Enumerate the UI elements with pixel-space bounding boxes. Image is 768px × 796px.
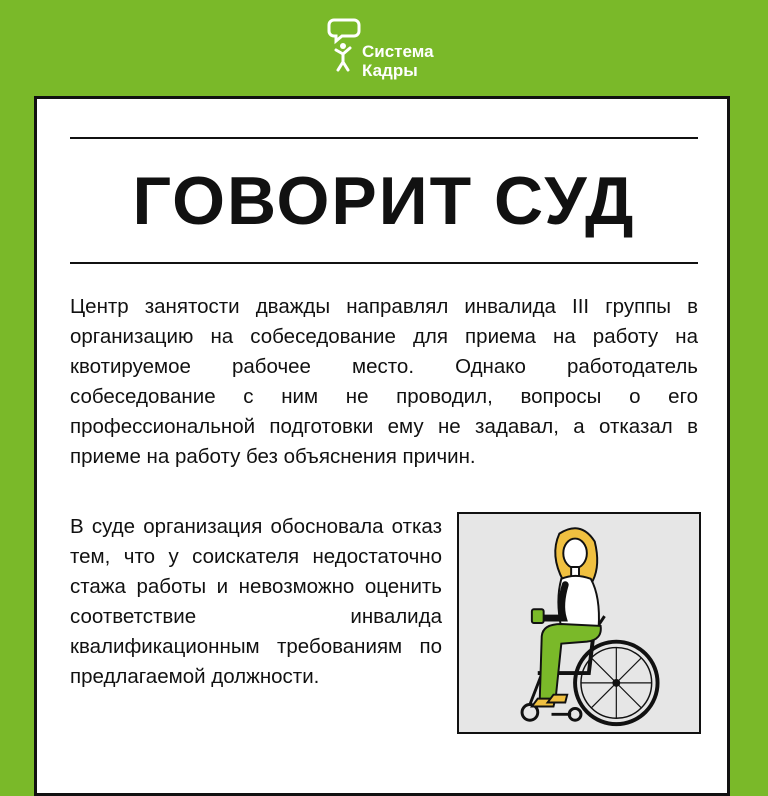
brand-line-2: Кадры	[362, 61, 418, 80]
article-card	[34, 96, 730, 796]
brand-line-1: Система	[362, 42, 434, 61]
bottom-divider	[70, 262, 698, 264]
headline: ГОВОРИТ СУД	[132, 163, 636, 239]
paragraph-2: В суде организация обосновала отказ тем, что у соискателя недостаточно стажа работы и невозможно оценить соответствие инвалида квалификационным требованиям по предлагаемой должности.	[70, 515, 442, 688]
brand-logo	[326, 16, 456, 86]
chat-person-icon	[326, 16, 366, 76]
paragraph-1: Центр занятости дважды направлял инвалида III группы в организацию на собеседование для приема на работу на квотируемое рабочее место. Однако работодатель собеседование с ним не проводил, вопросы о его профессиональной подготовки ему не задавал, а отказал в приеме на работу без объяснения причин.	[70, 295, 698, 468]
illustration-frame	[457, 512, 701, 734]
top-divider	[70, 137, 698, 139]
woman-in-wheelchair-icon	[459, 514, 699, 732]
